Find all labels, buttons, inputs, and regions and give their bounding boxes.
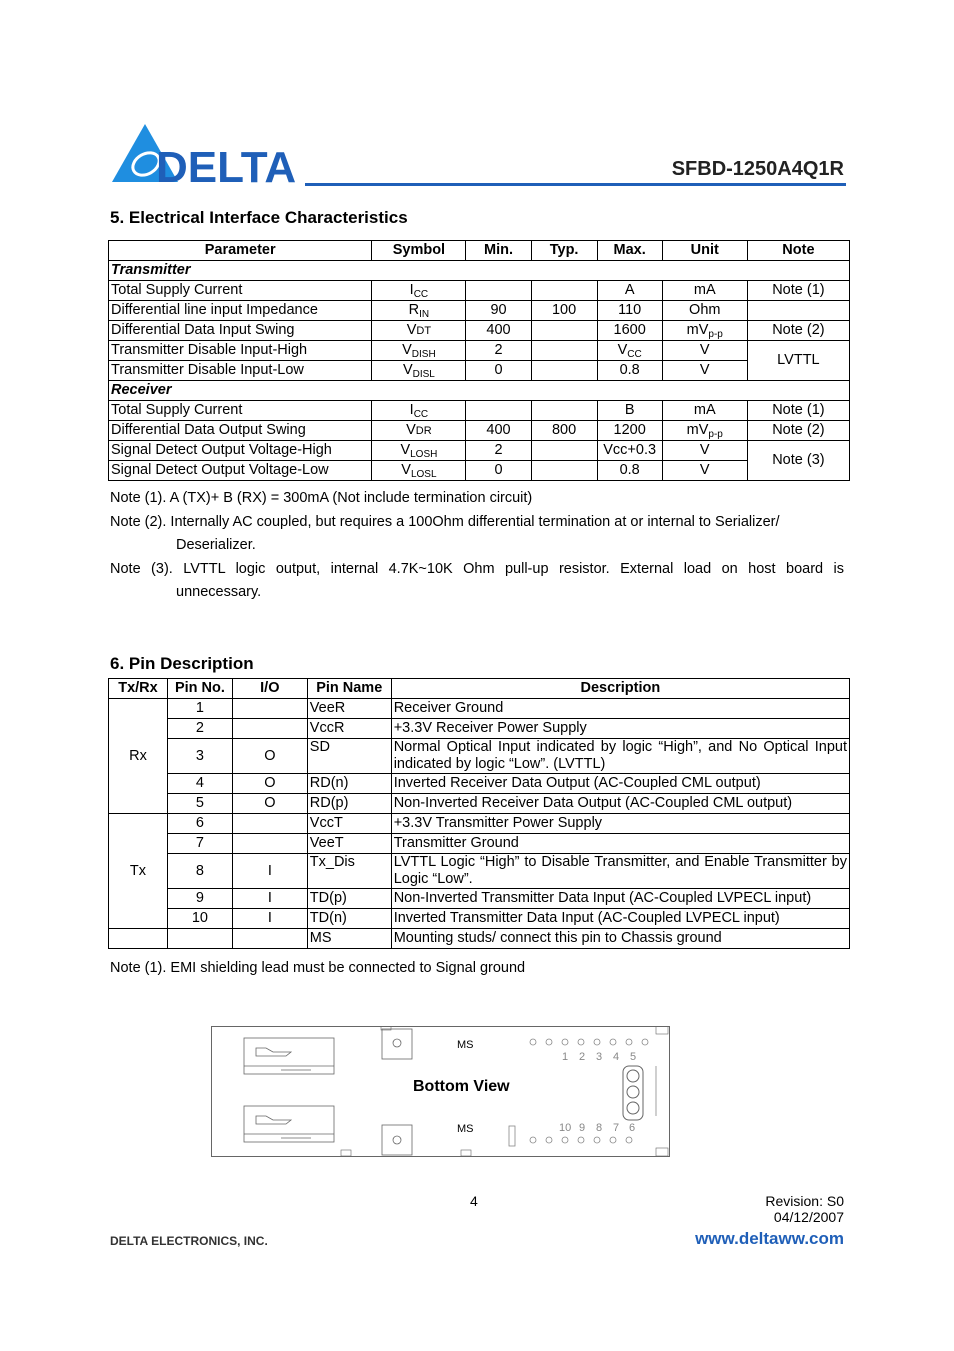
receiver-label: Receiver [109, 381, 850, 401]
bottom-view-diagram [211, 1026, 670, 1157]
table-row [109, 719, 850, 739]
brand-wordmark: DELTA [156, 143, 297, 184]
symbol-cell: VDT [372, 321, 466, 341]
company-name: DELTA ELECTRONICS, INC. [110, 1234, 268, 1248]
pin-desc: Non-Inverted Transmitter Data Input (AC-Coupled LVPECL input) [391, 889, 849, 909]
pin-number: 8 [596, 1122, 603, 1134]
col-header: Typ. [531, 241, 597, 261]
delta-logo [110, 122, 302, 184]
col-header: Min. [466, 241, 531, 261]
pin-number: 5 [630, 1051, 637, 1063]
header-rule [305, 183, 846, 186]
table-row [109, 699, 850, 719]
website-link[interactable]: www.deltaww.com [695, 1229, 844, 1248]
pin-name: RD(n) [307, 774, 391, 794]
pin-name: MS [307, 929, 391, 949]
doc-number: SFBD-1250A4Q1R [671, 158, 844, 180]
note-line: Note (1). A (TX)+ B (RX) = 300mA (Not include termination circuit) [110, 490, 533, 506]
section6-title: 6. Pin Description [110, 654, 254, 673]
pin-no: 9 [167, 889, 232, 909]
section6-note [110, 957, 844, 981]
pin-no: 10 [167, 909, 232, 929]
pin-no: 8 [167, 854, 232, 889]
symbol-cell: $V_{DISL}$ [372, 361, 466, 381]
table-row [109, 834, 850, 854]
unit-cell: $mV_{p-p}$ [662, 421, 747, 441]
pin-desc: Receiver Ground [391, 699, 849, 719]
min-cell: 0 [466, 461, 531, 481]
revision-text: Revision: S0 [765, 1193, 844, 1209]
pin-name: VccT [307, 814, 391, 834]
table-row [109, 889, 850, 909]
max-cell: A [597, 281, 662, 301]
rx-group-label: Rx [109, 699, 168, 814]
pin-no: 1 [167, 699, 232, 719]
table-row [109, 301, 850, 321]
pin-name: TD(n) [307, 909, 391, 929]
pin-name: VeeT [307, 834, 391, 854]
pin-no: 7 [167, 834, 232, 854]
note-cell: Note (2) [747, 421, 849, 441]
tx-group-label: Tx [109, 814, 168, 929]
pin-number: 10 [559, 1122, 572, 1134]
pin-io [232, 699, 307, 719]
table-row [109, 461, 850, 481]
pin-number: 6 [629, 1122, 636, 1134]
note-line: Note (3). LVTTL logic output, internal 4.7K~10K Ohm pull-up resistor. External load on host board is [110, 560, 844, 577]
symbol-cell: $I_{CC}$ [372, 401, 466, 421]
pin-no: 4 [167, 774, 232, 794]
pin-io: O [232, 774, 307, 794]
pin-name: TD(p) [307, 889, 391, 909]
pin-no: 3 [167, 739, 232, 774]
ms-label-top: MS [457, 1039, 474, 1051]
pin-table [108, 678, 850, 949]
section-row [109, 381, 850, 401]
pin-desc: Transmitter Ground [391, 834, 849, 854]
pin-io [232, 929, 307, 949]
unit-cell: mA [662, 281, 747, 301]
pin-desc: +3.3V Transmitter Power Supply [391, 814, 849, 834]
pin-number: 4 [613, 1051, 620, 1063]
unit-cell: V [662, 461, 747, 481]
param-cell: Signal Detect Output Voltage-High [109, 441, 372, 461]
typ-cell: 100 [531, 301, 597, 321]
max-cell: 1600 [597, 321, 662, 341]
col-header: Max. [597, 241, 662, 261]
table-header-row [109, 679, 850, 699]
unit-cell: Ohm [662, 301, 747, 321]
min-cell: 0 [466, 361, 531, 381]
pin-io: I [232, 889, 307, 909]
ms-label-bottom: MS [457, 1123, 474, 1135]
pin-io: O [232, 739, 307, 774]
unit-cell: $mV_{p-p}$ [662, 321, 747, 341]
col-header: I/O [232, 679, 307, 699]
pin-desc: Inverted Transmitter Data Input (AC-Coupled LVPECL input) [391, 909, 849, 929]
table-row [109, 739, 850, 774]
note-cell: Note (3) [747, 441, 849, 481]
note-line: unnecessary. [176, 584, 262, 600]
pin-no: 2 [167, 719, 232, 739]
param-cell: Differential Data Output Swing [109, 421, 372, 441]
table-row [109, 814, 850, 834]
revision-block [765, 1193, 844, 1225]
typ-cell: 800 [531, 421, 597, 441]
param-cell: Total Supply Current [109, 401, 372, 421]
pin-name: VeeR [307, 699, 391, 719]
max-cell: B [597, 401, 662, 421]
pin-desc: +3.3V Receiver Power Supply [391, 719, 849, 739]
col-header: Unit [662, 241, 747, 261]
symbol-cell: $V_{LOSL}$ [372, 461, 466, 481]
col-header: Description [391, 679, 849, 699]
table-row [109, 854, 850, 889]
unit-cell: V [662, 341, 747, 361]
max-cell: $V_{CC}$ [597, 341, 662, 361]
pin-no: 5 [167, 794, 232, 814]
table-row [109, 774, 850, 794]
max-cell: 0.8 [597, 361, 662, 381]
pin-desc: Non-Inverted Receiver Data Output (AC-Coupled CML output) [391, 794, 849, 814]
table-row [109, 341, 850, 361]
col-header: Symbol [372, 241, 466, 261]
table-row [109, 909, 850, 929]
pin-no: 6 [167, 814, 232, 834]
min-cell: 2 [466, 341, 531, 361]
pin-number: 3 [596, 1051, 603, 1063]
table-row [109, 421, 850, 441]
pin-no [167, 929, 232, 949]
note-line: Deserializer. [176, 537, 256, 553]
max-cell: 1200 [597, 421, 662, 441]
section5-notes [110, 487, 844, 605]
max-cell: Vcc+0.3 [597, 441, 662, 461]
symbol-cell: $I_{CC}$ [372, 281, 466, 301]
page-number: 4 [470, 1193, 478, 1209]
table-row [109, 401, 850, 421]
pin-number: 1 [562, 1051, 569, 1063]
table-row [109, 321, 850, 341]
section5-title: 5. Electrical Interface Characteristics [110, 208, 408, 227]
note-cell: Note (1) [747, 401, 849, 421]
table-row [109, 929, 850, 949]
unit-cell: V [662, 361, 747, 381]
symbol-cell: $V_{LOSH}$ [372, 441, 466, 461]
pin-io: O [232, 794, 307, 814]
table-row [109, 361, 850, 381]
param-cell: Differential Data Input Swing [109, 321, 372, 341]
pin-name: SD [307, 739, 391, 774]
table-row [109, 441, 850, 461]
param-cell: Differential line input Impedance [109, 301, 372, 321]
param-cell: Transmitter Disable Input-Low [109, 361, 372, 381]
pin-io [232, 834, 307, 854]
pin-name: Tx_Dis [307, 854, 391, 889]
symbol-cell: VDR [372, 421, 466, 441]
note-line: Note (1). EMI shielding lead must be connected to Signal ground [110, 960, 526, 976]
table-row [109, 281, 850, 301]
col-header: Parameter [109, 241, 372, 261]
param-cell: Transmitter Disable Input-High [109, 341, 372, 361]
note-cell: LVTTL [747, 341, 849, 381]
pin-name: RD(p) [307, 794, 391, 814]
param-cell: Total Supply Current [109, 281, 372, 301]
min-cell: 400 [466, 421, 531, 441]
note-line: Note (2). Internally AC coupled, but requires a 100Ohm differential termination at or internal to Serializer/ [110, 513, 780, 530]
col-header: Note [747, 241, 849, 261]
pin-io [232, 719, 307, 739]
table-row [109, 794, 850, 814]
pin-desc: Mounting studs/ connect this pin to Chassis ground [391, 929, 849, 949]
min-cell: 2 [466, 441, 531, 461]
pin-number: 7 [613, 1122, 620, 1134]
table-header-row [109, 241, 850, 261]
pin-io [232, 814, 307, 834]
pin-name: VccR [307, 719, 391, 739]
note-cell: Note (1) [747, 281, 849, 301]
electrical-table [108, 240, 850, 481]
pin-io: I [232, 854, 307, 889]
symbol-cell: $V_{DISH}$ [372, 341, 466, 361]
col-header: Pin No. [167, 679, 232, 699]
note-cell: Note (2) [747, 321, 849, 341]
min-cell: 400 [466, 321, 531, 341]
transmitter-label: Transmitter [109, 261, 850, 281]
symbol-cell: $R_{IN}$ [372, 301, 466, 321]
pin-io: I [232, 909, 307, 929]
param-cell: Signal Detect Output Voltage-Low [109, 461, 372, 481]
bottom-view-label: Bottom View [413, 1078, 510, 1095]
section-row [109, 261, 850, 281]
unit-cell: V [662, 441, 747, 461]
pin-number: 2 [579, 1051, 586, 1063]
max-cell: 110 [597, 301, 662, 321]
revision-date: 04/12/2007 [773, 1209, 844, 1225]
pin-desc: LVTTL Logic “High” to Disable Transmitter, and Enable Transmitter by Logic “Low”. [391, 854, 849, 889]
min-cell: 90 [466, 301, 531, 321]
pin-desc: Normal Optical Input indicated by logic “High”, and No Optical Input indicated by logic “Low”. (LVTTL) [391, 739, 849, 774]
pin-number: 9 [579, 1122, 586, 1134]
col-header: Tx/Rx [109, 679, 168, 699]
max-cell: 0.8 [597, 461, 662, 481]
pin-desc: Inverted Receiver Data Output (AC-Coupled CML output) [391, 774, 849, 794]
col-header: Pin Name [307, 679, 391, 699]
unit-cell: mA [662, 401, 747, 421]
